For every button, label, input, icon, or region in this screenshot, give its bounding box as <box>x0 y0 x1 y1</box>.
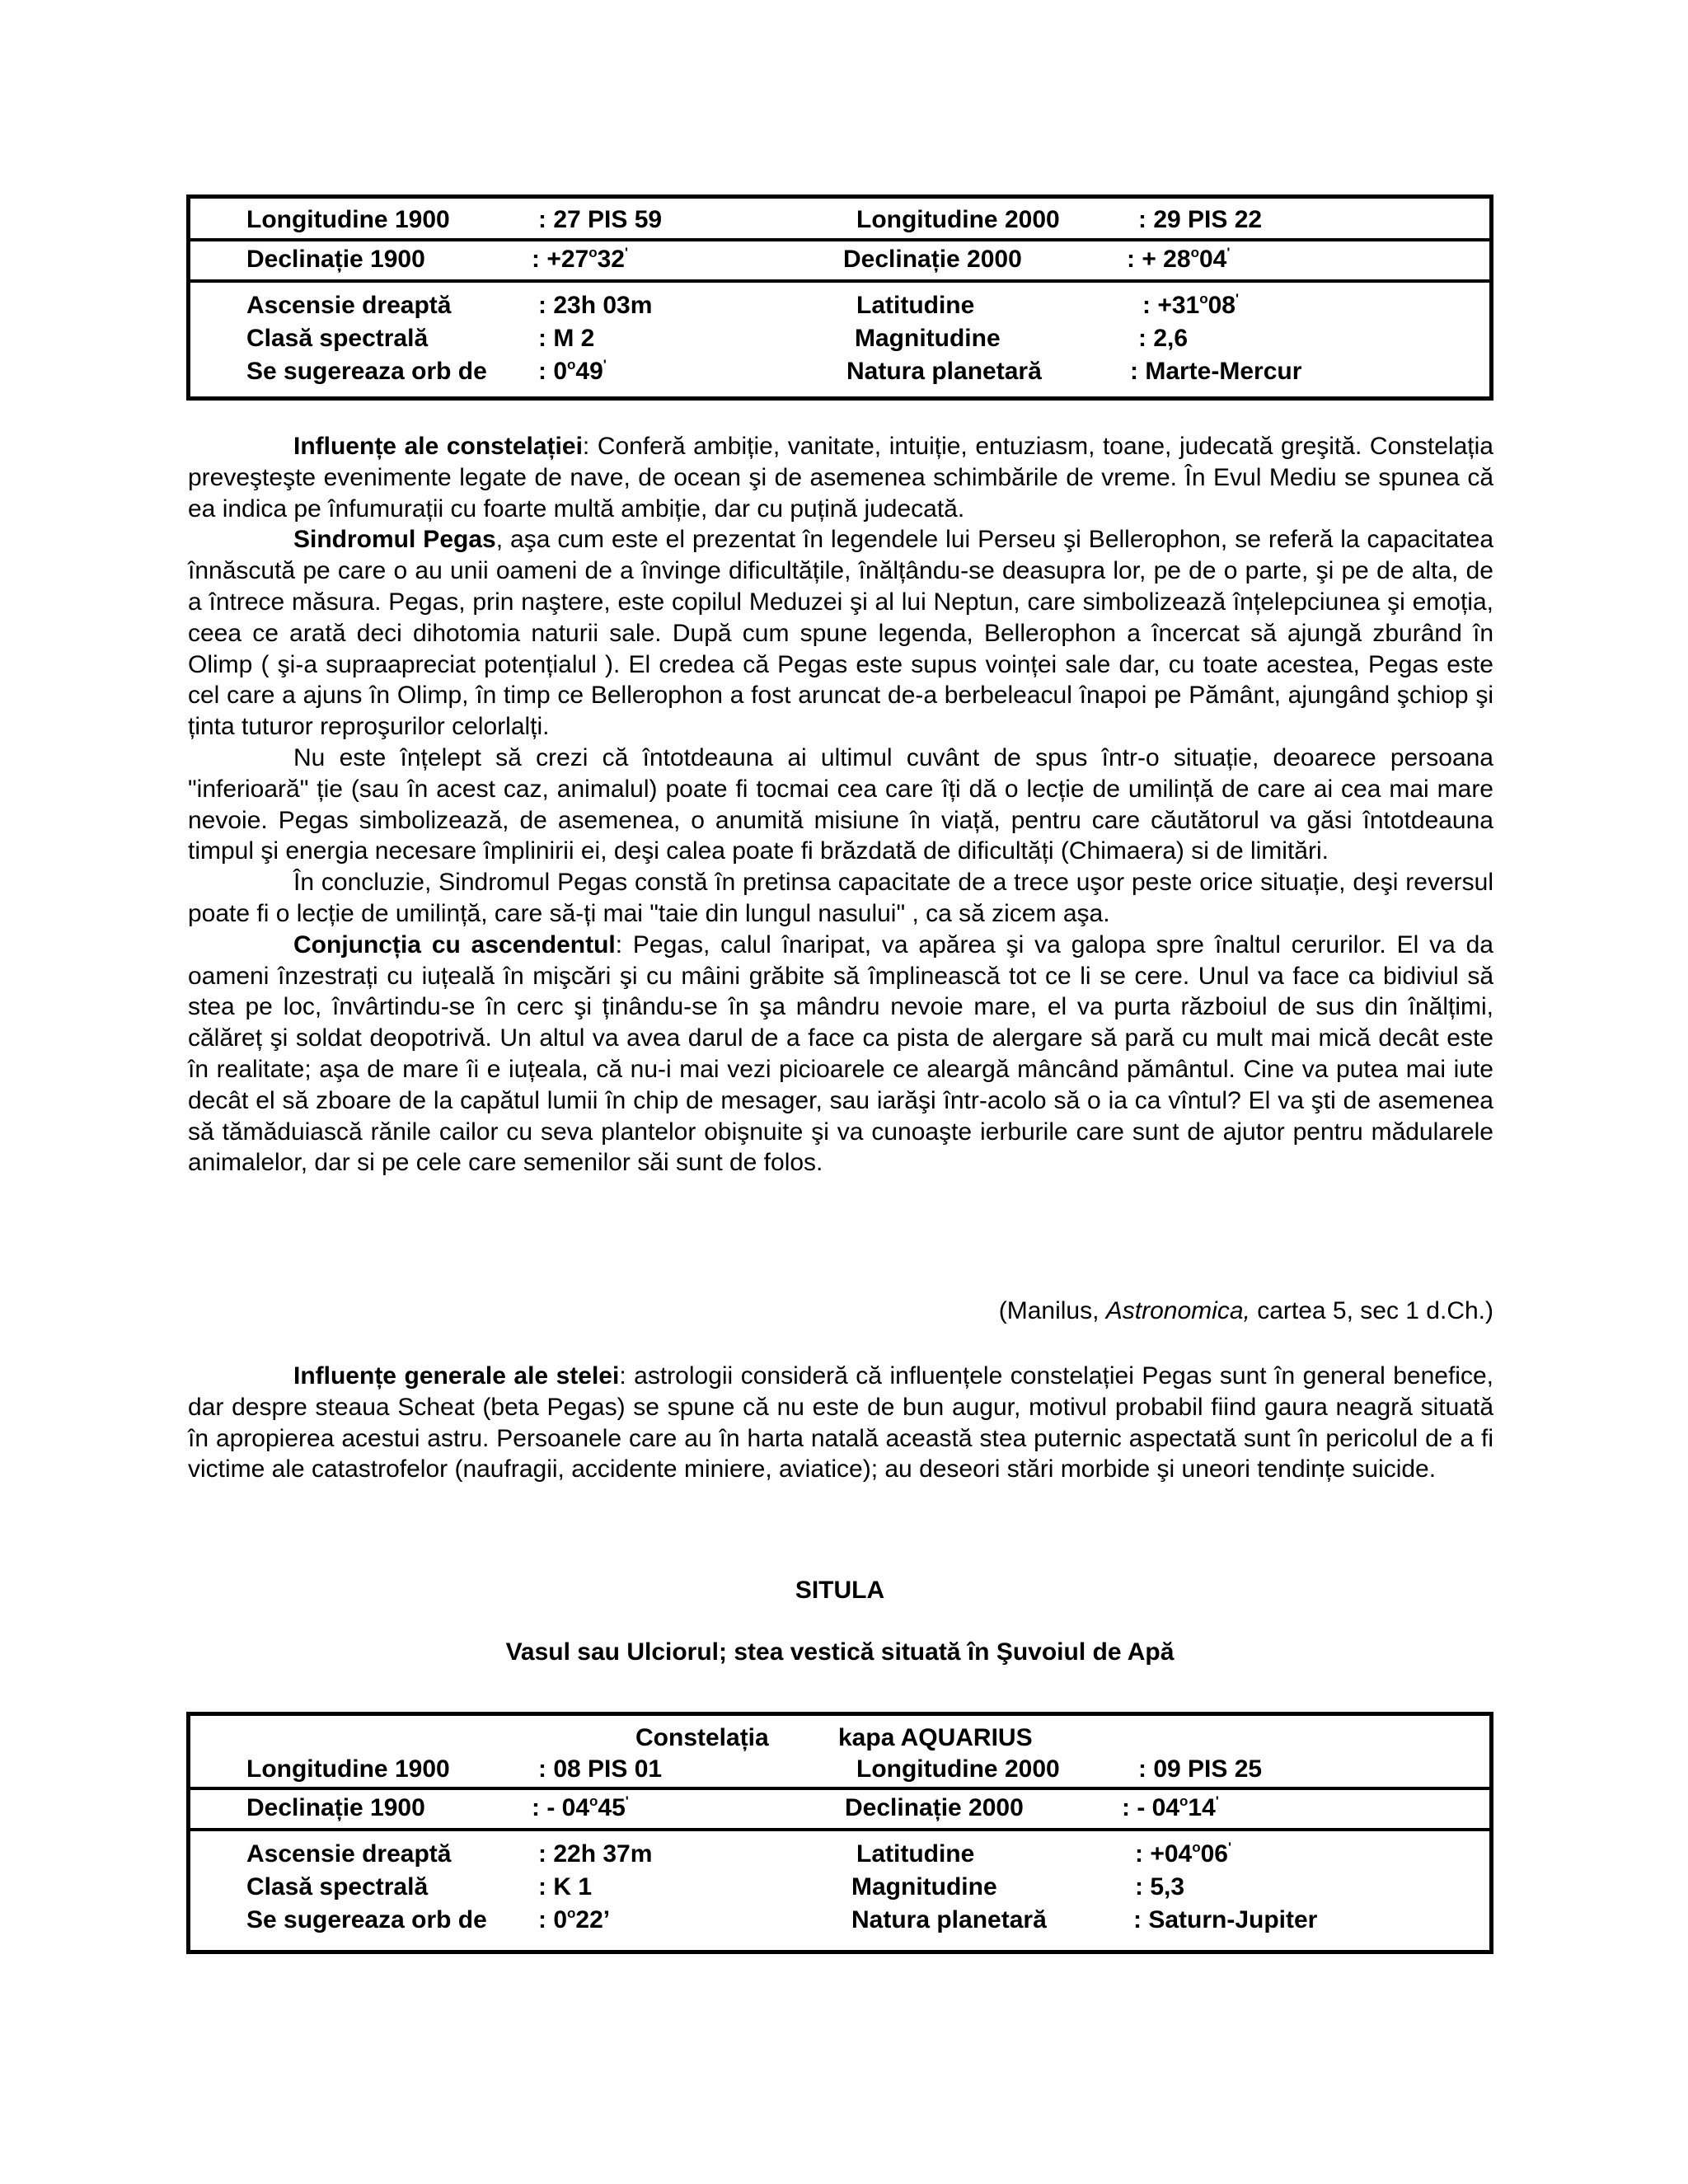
spectral-class-value: : M 2 <box>538 325 595 352</box>
table-row <box>190 1754 1489 1785</box>
table-divider <box>190 279 1489 283</box>
conclusion-paragraph: În concluzie, Sindromul Pegas constă în pretinsa capacitate de a trece uşor peste orice situație, deşi reversul poate fi o lecție de umilință, care să-ți mai "taie din lungul nasului" , ca să zicem aşa. <box>188 869 1493 927</box>
declination-1900-label: Declinație 1900 <box>246 246 425 273</box>
table-row <box>190 1722 1489 1754</box>
magnitude-value: : 5,3 <box>1135 1873 1185 1900</box>
declination-2000-value: : - 04$^o$14' <box>1122 1793 1219 1821</box>
declination-2000-label: Declinație 2000 <box>845 1794 1024 1821</box>
table-divider <box>190 1787 1489 1790</box>
latitude-value: : $+31^o08'$ <box>1142 291 1240 319</box>
longitude-2000-value: : 29 PIS 22 <box>1138 206 1263 233</box>
orb-value: : 0$^o$22’ <box>538 1905 611 1933</box>
longitude-1900-label: Longitudine 1900 <box>246 206 450 233</box>
pegasus-syndrome-paragraph: Sindromul Pegas, aşa cum este el prezentat în legendele lui Perseu şi Bellerophon, se referă la capacitatea înnăscută pe care o au unii oameni de a învinge dificultățile, înălțându-se deasupra lor, pe de o parte, şi pe de alta, de a întrece măsura. Pegas, prin naştere, este copilul Meduzei şi al lui Neptun, care simbolizează înțelepciunea şi emoția, ceea ce arată deci dihotomia naturii sale. După cum spune legenda, Bellerophon a încercat să ajungă zburând în Olimp ( şi-a supraapreciat potențialul ). El credea că Pegas este supus voinței sale dar, cu toate acestea, Pegas este cel care a ajuns în Olimp, în timp ce Bellerophon a fost aruncat de-a berbeleacul înapoi pe Pământ, ajungând şchiop şi ținta tuturor reproşurilor celorlalți. <box>188 526 1494 741</box>
latitude-label: Latitudine <box>856 1840 975 1868</box>
orb-value: : 0$^o$49' <box>538 357 607 385</box>
table-divider <box>190 238 1489 241</box>
declination-2000-label: Declinație 2000 <box>843 246 1022 273</box>
table-divider <box>190 1828 1489 1831</box>
right-ascension-value: : 23h 03m <box>538 292 653 319</box>
declination-1900-label: Declinație 1900 <box>246 1794 425 1821</box>
latitude-label: Latitudine <box>856 292 975 319</box>
magnitude-value: : 2,6 <box>1138 325 1189 352</box>
right-ascension-label: Ascensie dreaptă <box>246 1840 452 1868</box>
planetary-nature-value: : Saturn-Jupiter <box>1133 1906 1318 1933</box>
citation: (Manilus, Astronomica, cartea 5, sec 1 d.Ch.) <box>998 1297 1493 1324</box>
table-row <box>190 1792 1489 1825</box>
star-data-table-situla <box>186 1712 1493 1954</box>
table-row <box>190 1838 1489 1871</box>
longitude-2000-label: Longitudine 2000 <box>856 1755 1060 1783</box>
spectral-class-value: : K 1 <box>538 1873 593 1900</box>
orb-label: Se sugereaza orb de <box>246 358 487 385</box>
table-row <box>190 1871 1489 1904</box>
table-row <box>190 243 1489 276</box>
declination-2000-value: : + $28^o04'$ <box>1127 245 1231 273</box>
situla-title: SITULA <box>795 1577 885 1604</box>
star-influences-paragraph: Influențe generale ale stelei: astrologii consideră că influențele constelației Pegas sunt în general benefice, dar despre steaua Scheat (beta Pegas) se spune că nu este de bun augur, motivul probabil fiind gaura neagră situată în apropierea acestui astru. Persoanele care au în harta natală această stea puternic aspectată sunt în pericolul de a fi victime ale catastrofelor (naufragii, accidente miniere, aviatice); au deseori stări morbide şi uneori tendințe suicide. <box>188 1362 1493 1483</box>
right-ascension-value: : 22h 37m <box>538 1840 653 1868</box>
latitude-value: : $+04^o06'$ <box>1135 1840 1232 1868</box>
longitude-2000-value: : 09 PIS 25 <box>1138 1755 1263 1783</box>
longitude-2000-label: Longitudine 2000 <box>856 206 1060 233</box>
longitude-1900-label: Longitudine 1900 <box>246 1755 450 1783</box>
planetary-nature-value: : Marte-Mercur <box>1130 358 1302 385</box>
declination-1900-value: : - 04$^o$45' <box>532 1793 629 1821</box>
planetary-nature-label: Natura planetară <box>851 1906 1047 1933</box>
table-row <box>190 1904 1489 1937</box>
magnitude-label: Magnitudine <box>855 325 1001 352</box>
star-data-table-scheat <box>186 194 1493 401</box>
table-row <box>190 289 1489 322</box>
table-row <box>190 322 1489 355</box>
wisdom-paragraph: Nu este înțelept să crezi că întotdeauna ai ultimul cuvânt de spus într-o situație, deoarece persoana "inferioară" ție (sau în acest caz, animalul) poate fi tocmai cea care îți dă o lecție de umilință de care ai cea mai mare nevoie. Pegas simbolizează, de asemenea, o anumită misiune în viață, pentru care căutătorul va găsi întotdeauna timpul şi energia necesare împlinirii ei, deşi calea poate fi brăzdată de dificultăți (Chimaera) si de limitări. <box>188 743 1493 865</box>
spectral-class-label: Clasă spectrală <box>246 325 429 352</box>
constellation-influences-paragraph: Influențe ale constelației: Conferă ambiție, vanitate, intuiție, entuziasm, toane, judecată greşită. Constelația preveşteşte evenimente legate de nave, de ocean şi de asemenea schimbările de vreme. În Evul Mediu se spunea că ea indica pe înfumurații cu foarte multă ambiție, dar cu puțină judecată. <box>188 433 1493 523</box>
spectral-class-label: Clasă spectrală <box>246 1873 429 1900</box>
table-row <box>190 355 1489 388</box>
situla-subtitle: Vasul sau Ulciorul; stea vestică situată în Şuvoiul de Apă <box>505 1638 1175 1666</box>
ascendant-conjunction-paragraph: Conjuncția cu ascendentul: Pegas, calul înaripat, va apărea şi va galopa spre înaltul cerurilor. El va da oameni înzestrați cu iuțeală în mişcări şi cu mâini grăbite să împlinească tot ce li se cere. Unul va face ca bidiviul să stea pe loc, învârtindu-se în cerc şi ținându-se în şa mândru nevoie mare, el va purta războiul de sus din înălțimi, călăreț şi soldat deopotrivă. Un altul va avea darul de a face ca pista de alergare să pară cu mult mai mică decât este în realitate; aşa de mare îi e iuțeala, că nu-i mai vezi picioarele ce aleargă mâncând pământul. Cine va putea mai iute decât el să zboare de la capătul lumii în chip de mesager, sau iarăşi într-acolo să o ia ca vîntul? El va şti de asemenea să tămăduiască rănile cailor cu seva plantelor obişnuite şi va cunoaşte ierburile care sunt de ajutor pentru mădularele animalelor, dar si pe cele care semenilor săi sunt de folos. <box>188 930 1493 1177</box>
table-row <box>190 204 1489 237</box>
right-ascension-label: Ascensie dreaptă <box>246 292 452 319</box>
star-influences-block <box>188 1361 1493 1485</box>
constellation-value: kapa AQUARIUS <box>838 1724 1033 1751</box>
body-text <box>188 431 1493 1179</box>
longitude-1900-value: : 27 PIS 59 <box>538 206 663 233</box>
planetary-nature-label: Natura planetară <box>846 358 1042 385</box>
constellation-label: Constelația <box>635 1724 769 1751</box>
orb-label: Se sugereaza orb de <box>246 1906 487 1933</box>
declination-1900-value: : $+27^o32'$ <box>532 245 629 273</box>
magnitude-label: Magnitudine <box>851 1873 997 1900</box>
longitude-1900-value: : 08 PIS 01 <box>538 1755 663 1783</box>
